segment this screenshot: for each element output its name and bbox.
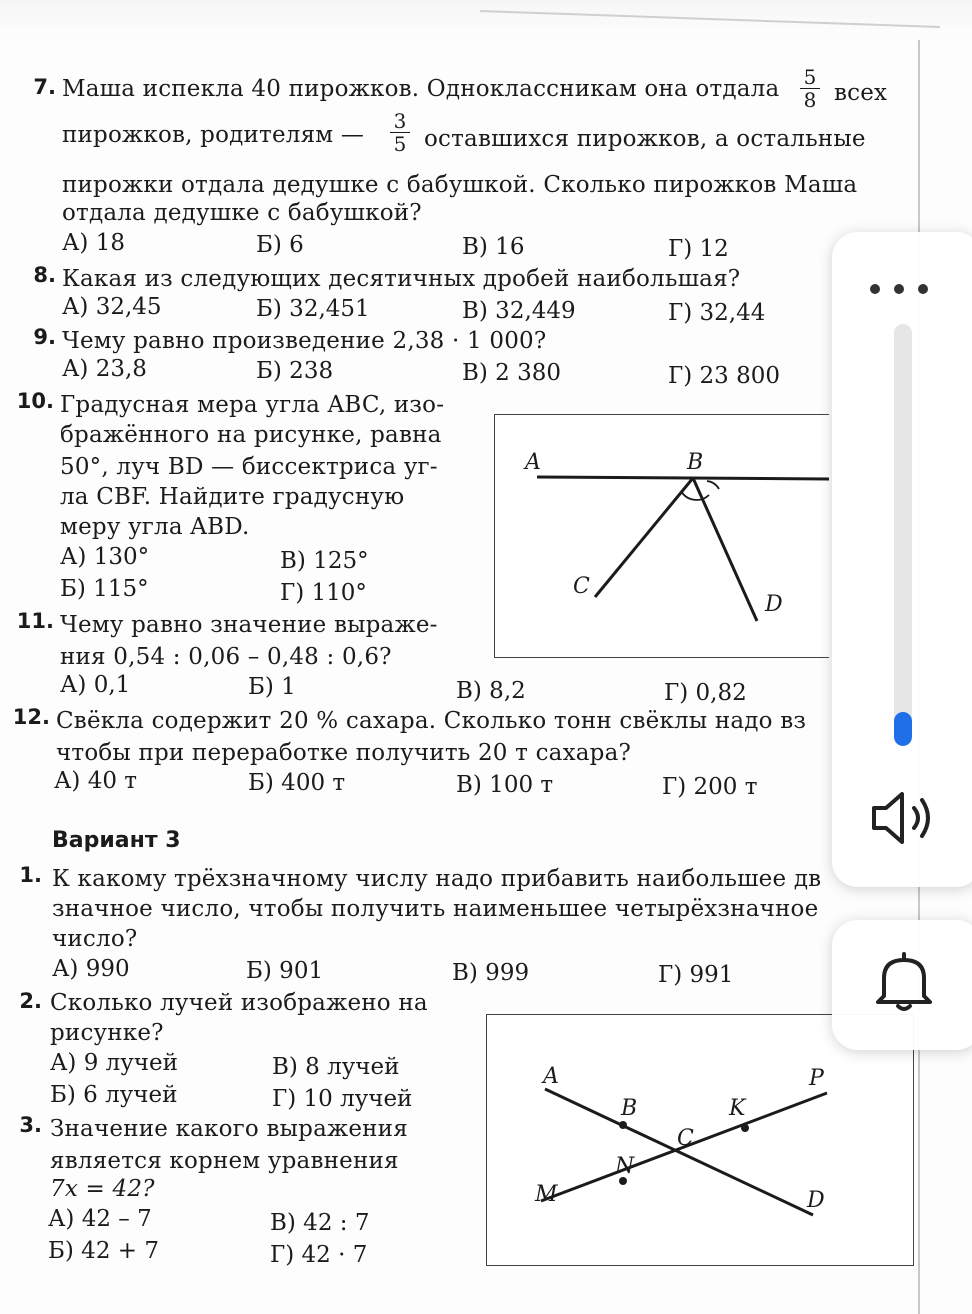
question-number: 3. — [19, 1113, 42, 1137]
answer-option: Г) 42 · 7 — [270, 1242, 368, 1268]
answer-option: Б) 32,451 — [256, 296, 370, 322]
fraction-numerator: 3 — [390, 110, 410, 133]
question-text: число? — [52, 926, 138, 952]
point-label: B — [621, 1096, 638, 1121]
answer-option: В) 16 — [462, 234, 525, 260]
point-label: D — [807, 1188, 825, 1213]
answer-option: Г) 110° — [280, 580, 367, 606]
answer-option: Б) 400 т — [248, 770, 346, 796]
answer-option: Г) 12 — [668, 236, 729, 262]
question-text: ла CBF. Найдите градусную — [60, 484, 405, 510]
question-text: Чему равно произведение 2,38 · 1 000? — [62, 328, 547, 354]
point-dot — [619, 1121, 627, 1129]
answer-option: Г) 32,44 — [668, 300, 766, 326]
volume-panel — [832, 232, 972, 887]
question-number: 2. — [19, 989, 42, 1013]
line-ab — [537, 477, 829, 479]
question-number: 8. — [33, 263, 56, 287]
point-label: C — [677, 1126, 694, 1151]
question-text: всех — [834, 80, 888, 106]
answer-option: В) 42 : 7 — [270, 1210, 370, 1236]
answer-option: А) 40 т — [54, 768, 138, 794]
question-number: 12. — [12, 705, 50, 729]
answer-option: Г) 991 — [658, 962, 734, 988]
angle-figure — [494, 414, 829, 658]
fraction — [800, 66, 820, 111]
question-text: Какая из следующих десятичных дробей наибольшая? — [62, 266, 741, 292]
fraction — [390, 110, 410, 155]
answer-option: В) 2 380 — [462, 360, 562, 386]
answer-option: А) 9 лучей — [50, 1050, 178, 1076]
fraction-denominator: 5 — [393, 132, 407, 156]
angle-diagram — [495, 415, 829, 657]
angle-arc — [707, 481, 719, 489]
rays-figure — [486, 1014, 914, 1266]
question-text: Маша испекла 40 пирожков. Одноклассникам она отдала — [62, 76, 780, 102]
question-text: чтобы при переработке получить 20 т сахара? — [56, 740, 632, 766]
answer-option: Б) 6 — [256, 232, 304, 258]
point-label: P — [809, 1066, 824, 1091]
bell-icon[interactable] — [874, 950, 934, 1018]
question-text: Сколько лучей изображено на — [50, 990, 428, 1016]
question-text: меру угла ABD. — [60, 514, 250, 540]
answer-option: В) 8,2 — [456, 678, 526, 704]
answer-option: Б) 1 — [248, 674, 296, 700]
point-label: M — [535, 1182, 558, 1207]
point-dot — [741, 1124, 749, 1132]
answer-option: А) 32,45 — [62, 294, 162, 320]
answer-option: Б) 6 лучей — [50, 1082, 178, 1108]
answer-option: В) 8 лучей — [272, 1054, 400, 1080]
answer-option: А) 130° — [60, 544, 150, 570]
question-number: 7. — [33, 75, 56, 99]
answer-option: Г) 23 800 — [668, 363, 780, 389]
angle-arc — [681, 491, 709, 500]
answer-option: В) 100 т — [456, 772, 554, 798]
answer-option: А) 23,8 — [62, 356, 147, 382]
point-label: D — [765, 592, 783, 617]
point-label: C — [573, 574, 590, 599]
question-text: Значение какого выражения — [50, 1116, 408, 1142]
question-number: 11. — [16, 609, 54, 633]
question-text: оставшихся пирожков, а остальные — [424, 126, 866, 152]
notification-panel — [832, 920, 972, 1050]
question-number: 1. — [19, 863, 42, 887]
ray-bc — [595, 478, 693, 597]
answer-option: Г) 0,82 — [664, 680, 747, 706]
page-fold — [0, 0, 972, 44]
volume-slider[interactable] — [894, 324, 912, 746]
question-number: 10. — [16, 389, 54, 413]
point-label: N — [615, 1154, 635, 1179]
question-text: рисунке? — [50, 1020, 164, 1046]
question-text: является корнем уравнения — [50, 1148, 399, 1174]
section-heading: Вариант 3 — [52, 828, 181, 853]
question-text: ния 0,54 : 0,06 – 0,48 : 0,6? — [60, 644, 392, 670]
answer-option: А) 18 — [62, 230, 125, 256]
speaker-icon[interactable] — [870, 788, 936, 852]
answer-option: Г) 10 лучей — [272, 1086, 413, 1112]
question-text: Градусная мера угла ABC, изо- — [60, 392, 445, 418]
question-text: К какому трёхзначному числу надо прибавить наибольшее дв — [52, 866, 822, 892]
line-ad — [545, 1089, 813, 1215]
answer-option: В) 999 — [452, 960, 530, 986]
question-text: Чему равно значение выраже- — [60, 612, 438, 638]
question-text: отдала дедушке с бабушкой? — [62, 200, 422, 226]
answer-option: Б) 42 + 7 — [48, 1238, 159, 1264]
point-label: A — [525, 450, 541, 475]
answer-option: Б) 238 — [256, 358, 334, 384]
question-text: 7x = 42? — [50, 1176, 155, 1202]
volume-slider-fill — [894, 712, 912, 746]
more-dots-icon[interactable] — [870, 284, 928, 294]
answer-option: А) 42 – 7 — [48, 1206, 152, 1232]
fraction-denominator: 8 — [803, 88, 817, 112]
answer-option: Г) 200 т — [662, 774, 758, 800]
question-text: Свёкла содержит 20 % сахара. Сколько тонн свёклы надо вз — [56, 708, 807, 734]
answer-option: А) 990 — [52, 956, 130, 982]
answer-option: Б) 901 — [246, 958, 324, 984]
question-text: бражённого на рисунке, равна — [60, 422, 442, 448]
rays-diagram — [487, 1015, 913, 1265]
answer-option: В) 125° — [280, 548, 369, 574]
question-text: пирожки отдала дедушке с бабушкой. Сколько пирожков Маша — [62, 172, 858, 198]
question-text: 50°, луч BD — биссектриса уг- — [60, 454, 438, 480]
question-text: пирожков, родителям — — [62, 122, 365, 148]
question-text: значное число, чтобы получить наименьшее четырёхзначное — [52, 896, 819, 922]
point-label: K — [729, 1096, 746, 1121]
question-number: 9. — [33, 325, 56, 349]
answer-option: В) 32,449 — [462, 298, 576, 324]
answer-option: Б) 115° — [60, 576, 149, 602]
fraction-numerator: 5 — [800, 66, 820, 89]
point-label: A — [543, 1064, 559, 1089]
answer-option: А) 0,1 — [60, 672, 131, 698]
point-label: B — [687, 450, 704, 475]
